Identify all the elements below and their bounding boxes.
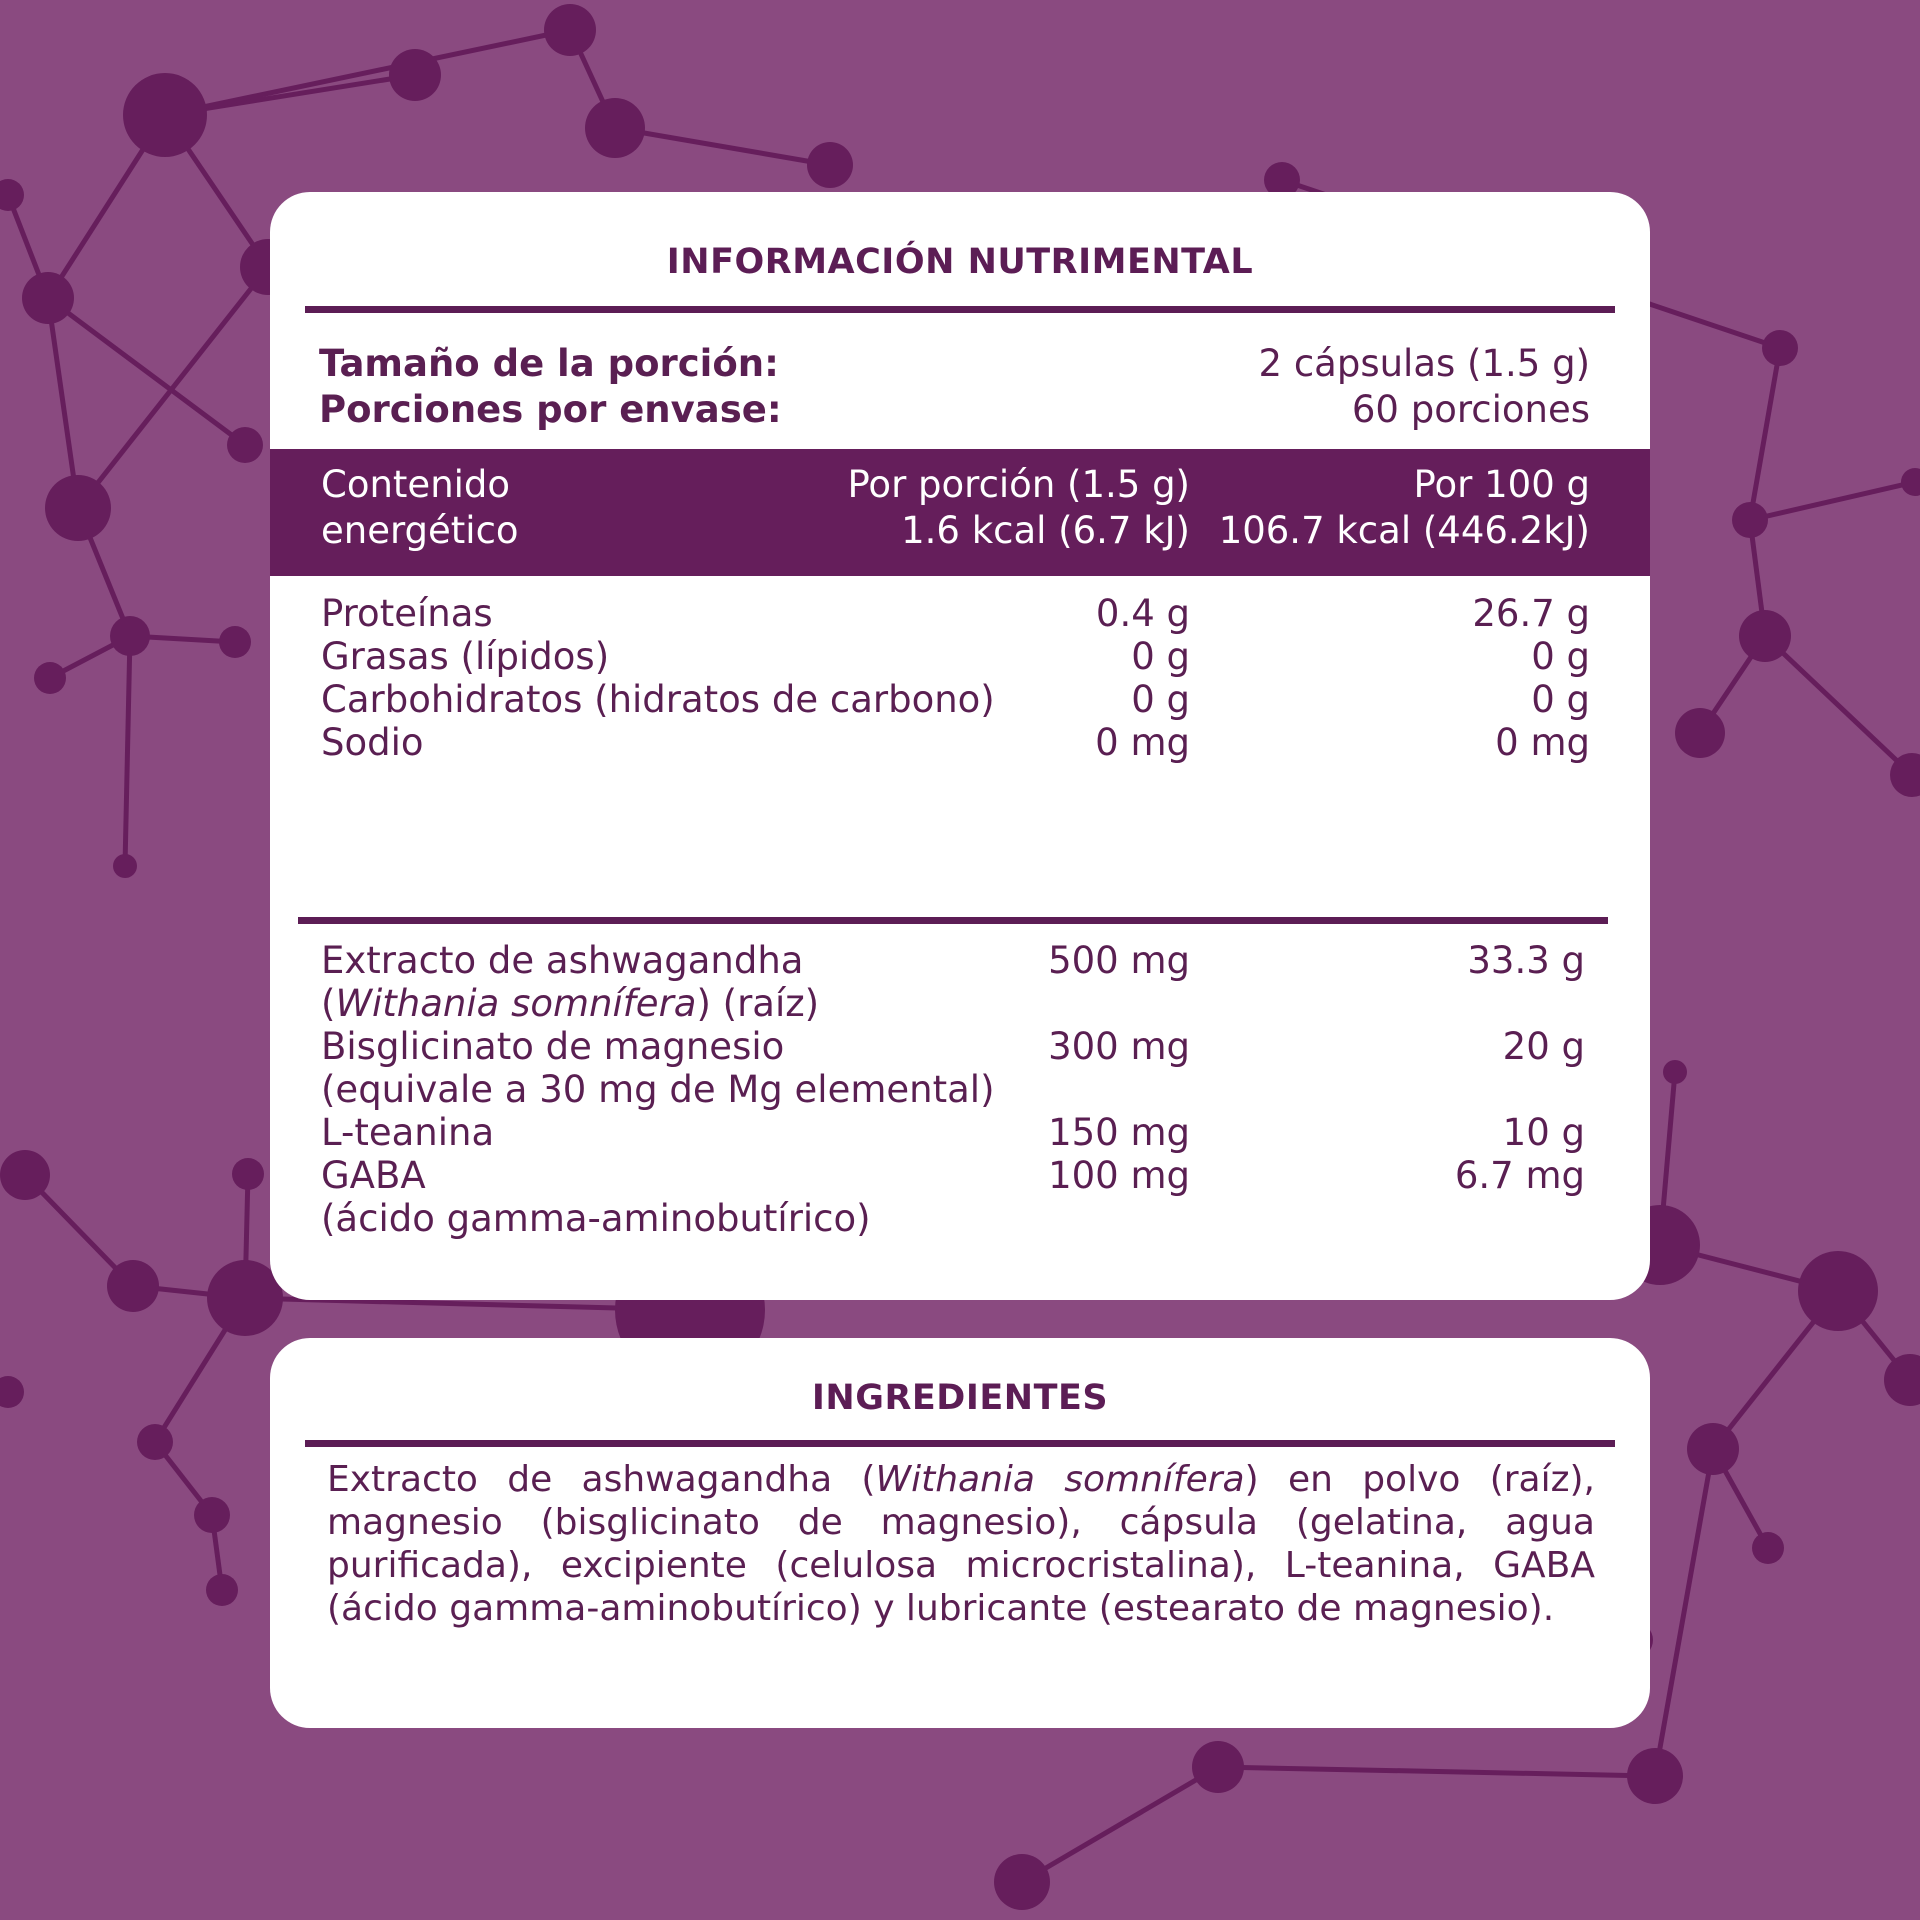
title-divider bbox=[305, 306, 1615, 313]
active-subtitle: (equivale a 30 mg de Mg elemental) bbox=[321, 1068, 995, 1111]
active-per-serving: 300 mg bbox=[1048, 1025, 1190, 1068]
ingredients-text: Extracto de ashwagandha (Withania somnífera) en polvo (raíz), magnesio (bisglicinato de magnesio), cápsula (gelatina, agua purificada), excipiente (celulosa microcristalina), L-teanina, GABA (ácido gamma-aminobutírico) y lubricante (estearato de magnesio). bbox=[327, 1459, 1596, 1629]
molecule-atom bbox=[1732, 502, 1768, 538]
nutrient-name: Sodio bbox=[321, 721, 424, 764]
active-subtitle: (ácido gamma-aminobutírico) bbox=[321, 1197, 871, 1240]
molecule-atom bbox=[1762, 330, 1798, 366]
per-100g-header: Por 100 g bbox=[1413, 463, 1590, 506]
molecule-atom bbox=[34, 662, 66, 694]
active-per-serving: 150 mg bbox=[1048, 1111, 1190, 1154]
species-name: Withania somnífera bbox=[335, 982, 697, 1025]
active-per-100g: 20 g bbox=[1502, 1025, 1585, 1068]
molecule-atom bbox=[107, 1260, 159, 1312]
nutrient-per-serving: 0 mg bbox=[1095, 721, 1190, 764]
energy-header-band bbox=[270, 449, 1650, 576]
molecule-atom bbox=[232, 1158, 264, 1190]
molecule-atom bbox=[227, 427, 263, 463]
active-per-100g: 33.3 g bbox=[1467, 939, 1585, 982]
molecule-atom bbox=[0, 179, 24, 211]
molecule-atom bbox=[1627, 1748, 1683, 1804]
species-name: Withania somnífera bbox=[875, 1459, 1245, 1500]
molecule-bond bbox=[1750, 482, 1915, 520]
nutrient-per-100g: 0 mg bbox=[1495, 721, 1590, 764]
nutrient-per-serving: 0 g bbox=[1131, 635, 1190, 678]
active-per-serving: 100 mg bbox=[1048, 1154, 1190, 1197]
molecule-atom bbox=[807, 142, 853, 188]
nutrition-facts-card bbox=[270, 192, 1650, 1300]
active-per-100g: 10 g bbox=[1502, 1111, 1585, 1154]
molecule-atom bbox=[1884, 1354, 1920, 1406]
nutrition-title: INFORMACIÓN NUTRIMENTAL bbox=[666, 242, 1254, 282]
per-serving-energy: 1.6 kcal (6.7 kJ) bbox=[901, 509, 1190, 552]
energy-label-line2: energético bbox=[321, 509, 519, 552]
active-per-100g: 6.7 mg bbox=[1454, 1154, 1585, 1197]
molecule-atom bbox=[219, 626, 251, 658]
ingredients-divider bbox=[305, 1440, 1615, 1447]
nutrient-per-100g: 26.7 g bbox=[1472, 592, 1590, 635]
molecule-atom bbox=[1687, 1423, 1739, 1475]
active-name: Bisglicinato de magnesio bbox=[321, 1025, 785, 1068]
nutrient-per-serving: 0.4 g bbox=[1095, 592, 1190, 635]
active-name: L-teanina bbox=[321, 1111, 495, 1154]
molecule-atom bbox=[389, 49, 441, 101]
molecule-atom bbox=[110, 616, 150, 656]
molecule-atom bbox=[0, 1150, 50, 1200]
per-serving-header: Por porción (1.5 g) bbox=[847, 463, 1190, 506]
molecule-atom bbox=[1798, 1251, 1878, 1331]
active-name: Extracto de ashwagandha bbox=[321, 939, 804, 982]
molecule-atom bbox=[1192, 1741, 1244, 1793]
molecule-atom bbox=[994, 1854, 1050, 1910]
molecule-bond bbox=[165, 30, 570, 115]
serving-size-label: Tamaño de la porción: bbox=[319, 342, 779, 385]
nutrient-per-serving: 0 g bbox=[1131, 678, 1190, 721]
molecule-atom bbox=[137, 1424, 173, 1460]
nutrient-name: Proteínas bbox=[321, 592, 493, 635]
molecule-bond bbox=[1750, 348, 1780, 520]
molecule-atom bbox=[1752, 1532, 1784, 1564]
molecule-atom bbox=[0, 1376, 24, 1408]
molecule-atom bbox=[1739, 610, 1791, 662]
nutrient-per-100g: 0 g bbox=[1531, 635, 1590, 678]
molecule-atom bbox=[22, 272, 74, 324]
molecule-atom bbox=[123, 73, 207, 157]
molecule-bond bbox=[1655, 1449, 1713, 1776]
molecule-atom bbox=[544, 4, 596, 56]
servings-per-container-value: 60 porciones bbox=[1351, 388, 1590, 431]
molecule-atom bbox=[1901, 468, 1920, 496]
active-per-serving: 500 mg bbox=[1048, 939, 1190, 982]
per-100g-energy: 106.7 kcal (446.2kJ) bbox=[1218, 509, 1590, 552]
molecule-atom bbox=[45, 475, 111, 541]
molecule-atom bbox=[206, 1574, 238, 1606]
nutrient-per-100g: 0 g bbox=[1531, 678, 1590, 721]
active-name: GABA bbox=[321, 1154, 426, 1197]
active-subtitle: (Withania somnífera) (raíz) bbox=[321, 982, 820, 1025]
servings-per-container-label: Porciones por envase: bbox=[319, 388, 782, 431]
nutrient-name: Grasas (lípidos) bbox=[321, 635, 610, 678]
molecule-bond bbox=[1765, 636, 1912, 775]
molecule-atom bbox=[113, 854, 137, 878]
molecule-bond bbox=[1218, 1767, 1655, 1776]
energy-label-line1: Contenido bbox=[321, 463, 511, 506]
molecule-bond bbox=[615, 128, 830, 165]
molecule-bond bbox=[78, 267, 268, 508]
molecule-atom bbox=[1663, 1060, 1687, 1084]
serving-size-value: 2 cápsulas (1.5 g) bbox=[1258, 342, 1590, 385]
molecule-bond bbox=[125, 636, 130, 866]
molecule-atom bbox=[1675, 708, 1725, 758]
molecule-atom bbox=[194, 1497, 230, 1533]
actives-divider bbox=[298, 917, 1608, 924]
molecule-atom bbox=[585, 98, 645, 158]
molecule-bond bbox=[1022, 1767, 1218, 1882]
nutrient-name: Carbohidratos (hidratos de carbono) bbox=[321, 678, 995, 721]
ingredients-card bbox=[270, 1338, 1650, 1728]
ingredients-title: INGREDIENTES bbox=[811, 1378, 1109, 1418]
